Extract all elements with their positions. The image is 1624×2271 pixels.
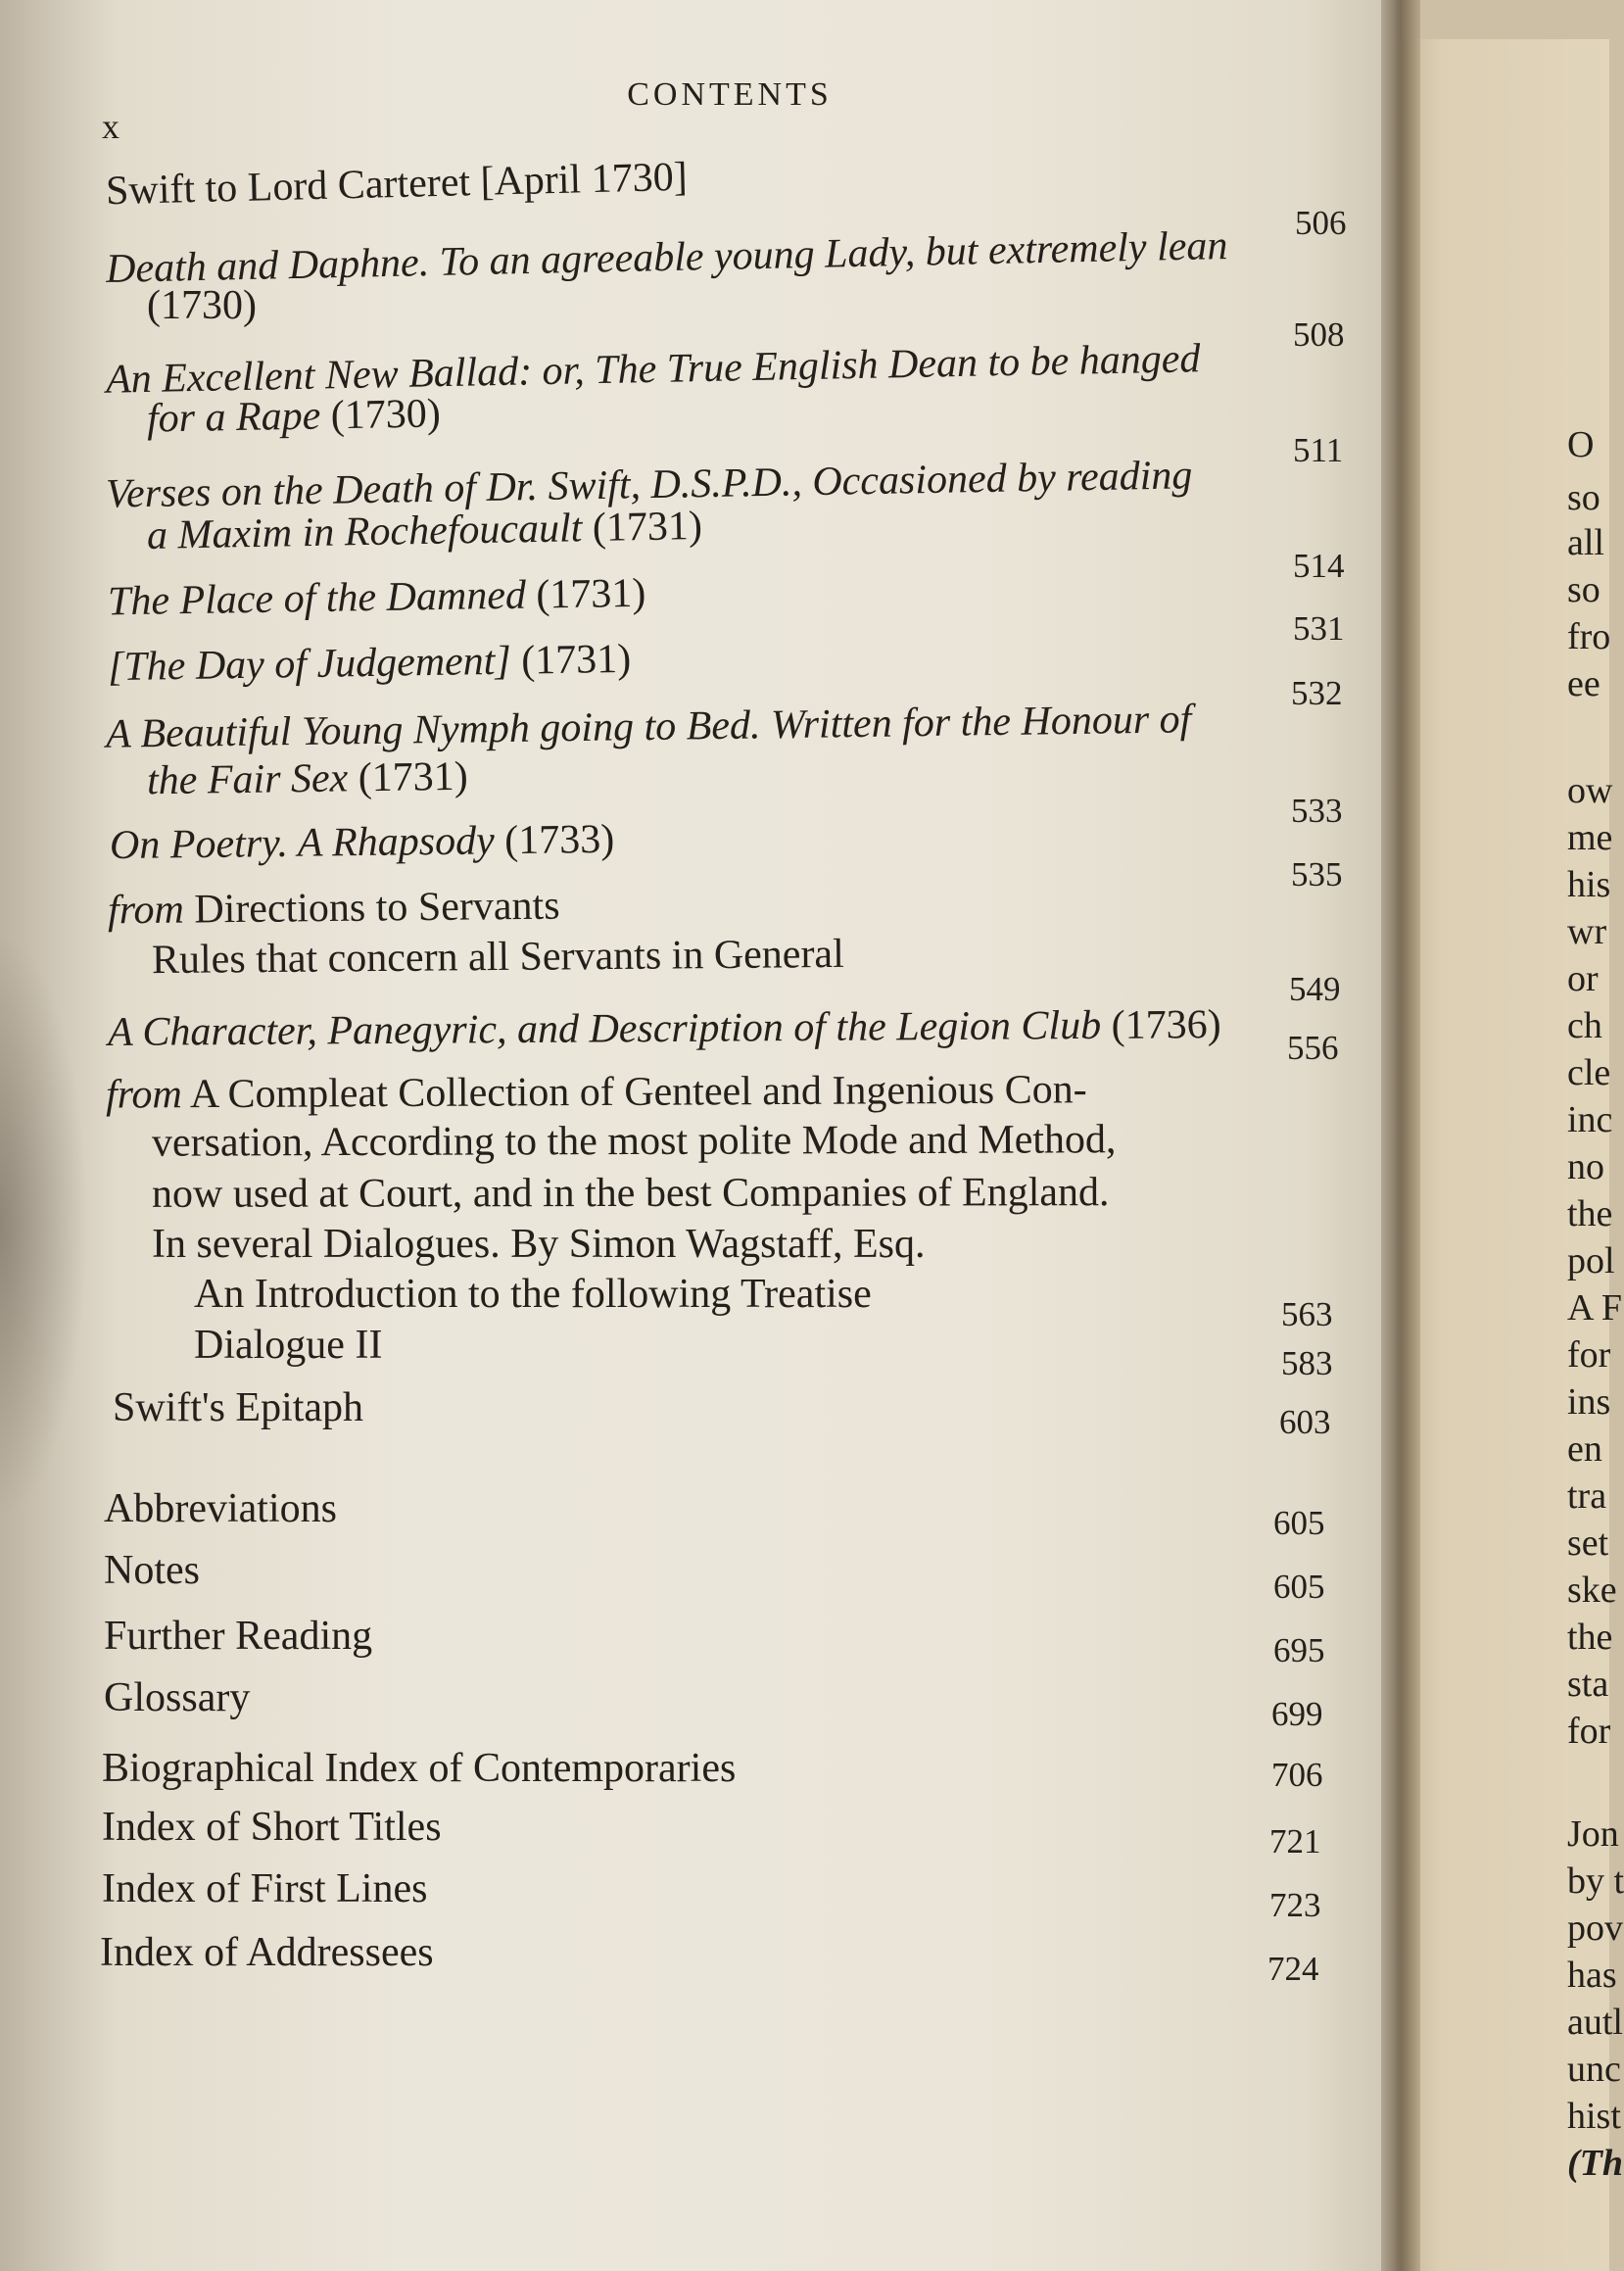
toc-entry-year: (1731) (520, 636, 632, 684)
right-page-text: ch (1567, 1005, 1602, 1046)
page-edge-shadow (0, 931, 88, 1519)
toc-entry-title: An Introduction to the following Treatise (194, 1272, 872, 1317)
toc-entry-title: the Fair Sex (146, 755, 349, 804)
right-page-text: has (1567, 1955, 1617, 1996)
toc-entry-title: An Excellent New Ballad: or, The True English Dean to be hanged (105, 336, 1201, 403)
toc-entry-title: In several Dialogues. By Simon Wagstaff, Esq. (152, 1222, 926, 1267)
right-page-text: by t (1567, 1860, 1624, 1902)
right-page-text: fro (1567, 616, 1611, 657)
toc-entry-title: Death and Daphne. To an agreeable young Lady, but extremely lean (105, 223, 1228, 292)
toc-entry-title: Swift's Epitaph (113, 1385, 364, 1430)
right-page-text: the (1567, 1193, 1613, 1234)
toc-entry-year: (1736) (1111, 1002, 1221, 1048)
right-page-text: set (1567, 1522, 1609, 1564)
right-page-text: ins (1567, 1381, 1611, 1423)
right-page-text: Jon (1567, 1813, 1619, 1855)
right-page-text: sta (1567, 1664, 1609, 1705)
toc-entry-title: A Compleat Collection of Genteel and Ingenious Con- (189, 1067, 1087, 1118)
toc-entry-title: versation, According to the most polite Mode and Method, (151, 1117, 1117, 1166)
back-matter-page: 723 (1269, 1886, 1321, 1924)
toc-entry-title: now used at Court, and in the best Companies of England. (151, 1170, 1110, 1217)
back-matter-title: Index of Short Titles (102, 1805, 442, 1850)
toc-entry-title: Directions to Servants (194, 883, 560, 933)
page-header: CONTENTS (627, 76, 833, 113)
toc-entry-page: 556 (1287, 1029, 1339, 1067)
back-matter-page: 706 (1271, 1756, 1323, 1794)
toc-entry-page: 532 (1291, 674, 1343, 712)
back-matter-page: 605 (1273, 1568, 1325, 1606)
toc-entry-page: 563 (1281, 1295, 1333, 1333)
book-gutter (1381, 0, 1420, 2271)
right-page-text: me (1567, 817, 1613, 858)
toc-entry-page: 514 (1293, 547, 1345, 585)
toc-entry-year: (1730) (330, 391, 442, 439)
toc-entry-page: 506 (1295, 204, 1347, 242)
toc-entry-title: A Beautiful Young Nymph going to Bed. Written for the Honour of (105, 697, 1192, 757)
toc-entry-title: On Poetry. A Rhapsody (109, 818, 496, 869)
back-matter-title: Notes (104, 1548, 200, 1593)
toc-entry-year: (1731) (592, 504, 703, 552)
right-page-text: wr (1567, 911, 1607, 952)
back-matter-title: Abbreviations (104, 1486, 337, 1531)
right-page-text: the (1567, 1617, 1613, 1658)
toc-entry-year: (1733) (503, 816, 615, 864)
toc-entry-page: 511 (1293, 431, 1344, 469)
right-page-text: (Th (1567, 2143, 1623, 2184)
toc-entry-page: 508 (1293, 315, 1345, 354)
toc-entry-page: 533 (1291, 792, 1343, 830)
back-matter-title: Further Reading (104, 1614, 373, 1659)
toc-entry-year: (1730) (147, 283, 257, 328)
right-page-text: so (1567, 477, 1600, 518)
right-page-text: O (1567, 424, 1595, 465)
right-page-text: or (1567, 958, 1599, 999)
page-number: x (102, 107, 119, 146)
back-matter-page: 699 (1271, 1695, 1323, 1733)
toc-entry-title: [The Day of Judgement] (107, 638, 512, 691)
right-page-text: ow (1567, 770, 1613, 811)
right-page-text: inc (1567, 1099, 1613, 1140)
toc-entry-title: Swift to Lord Carteret [April 1730] (105, 154, 689, 215)
right-page-text: for (1567, 1711, 1611, 1752)
back-matter-page: 695 (1273, 1631, 1325, 1669)
right-page-text: pov (1567, 1908, 1623, 1949)
right-page-text: A F (1567, 1287, 1622, 1329)
toc-entry-title: Dialogue II (194, 1323, 383, 1368)
right-page-text: so (1567, 569, 1600, 610)
toc-entry-title: a Maxim in Rochefoucault (146, 506, 583, 558)
right-page-text: all (1567, 522, 1604, 563)
right-page-text: pol (1567, 1240, 1615, 1281)
back-matter-page: 605 (1273, 1504, 1325, 1542)
right-page-text: no (1567, 1146, 1604, 1187)
toc-entry-title: A Character, Panegyric, and Description of the Legion Club (107, 1002, 1102, 1055)
right-page-text: cle (1567, 1052, 1611, 1093)
back-matter-title: Biographical Index of Contemporaries (102, 1746, 737, 1791)
right-page-text: ske (1567, 1570, 1617, 1611)
right-page-text: unc (1567, 2049, 1621, 2090)
right-page-text: hist (1567, 2096, 1621, 2137)
toc-entry-title: Rules that concern all Servants in General (151, 931, 844, 984)
toc-entry-year: (1731) (358, 753, 469, 801)
back-matter-page: 721 (1269, 1822, 1321, 1860)
toc-entry-title: The Place of the Damned (107, 572, 527, 625)
back-matter-title: Index of Addressees (100, 1930, 434, 1975)
toc-entry-page: 549 (1289, 970, 1341, 1008)
right-page-text: his (1567, 864, 1611, 905)
toc-entry-title: for a Rape (146, 393, 321, 442)
toc-entry-page: 535 (1291, 855, 1343, 894)
right-page-text: tra (1567, 1475, 1607, 1517)
back-matter-page: 724 (1267, 1950, 1319, 1988)
toc-entry-page: 583 (1281, 1344, 1333, 1382)
right-page-text: for (1567, 1334, 1611, 1376)
right-page-text: en (1567, 1428, 1602, 1470)
back-matter-title: Glossary (104, 1675, 251, 1720)
toc-entry-page: 603 (1279, 1403, 1331, 1441)
toc-entry-title: Verses on the Death of Dr. Swift, D.S.P.D., Occasioned by reading (105, 453, 1193, 517)
toc-entry-page: 531 (1293, 609, 1345, 648)
toc-entry-year: (1731) (536, 570, 646, 618)
toc-entry-prefix: from (107, 887, 185, 934)
right-page-text: autl (1567, 2002, 1623, 2043)
right-page-text: ee (1567, 663, 1600, 704)
back-matter-title: Index of First Lines (102, 1866, 428, 1911)
toc-entry-prefix: from (105, 1072, 182, 1118)
